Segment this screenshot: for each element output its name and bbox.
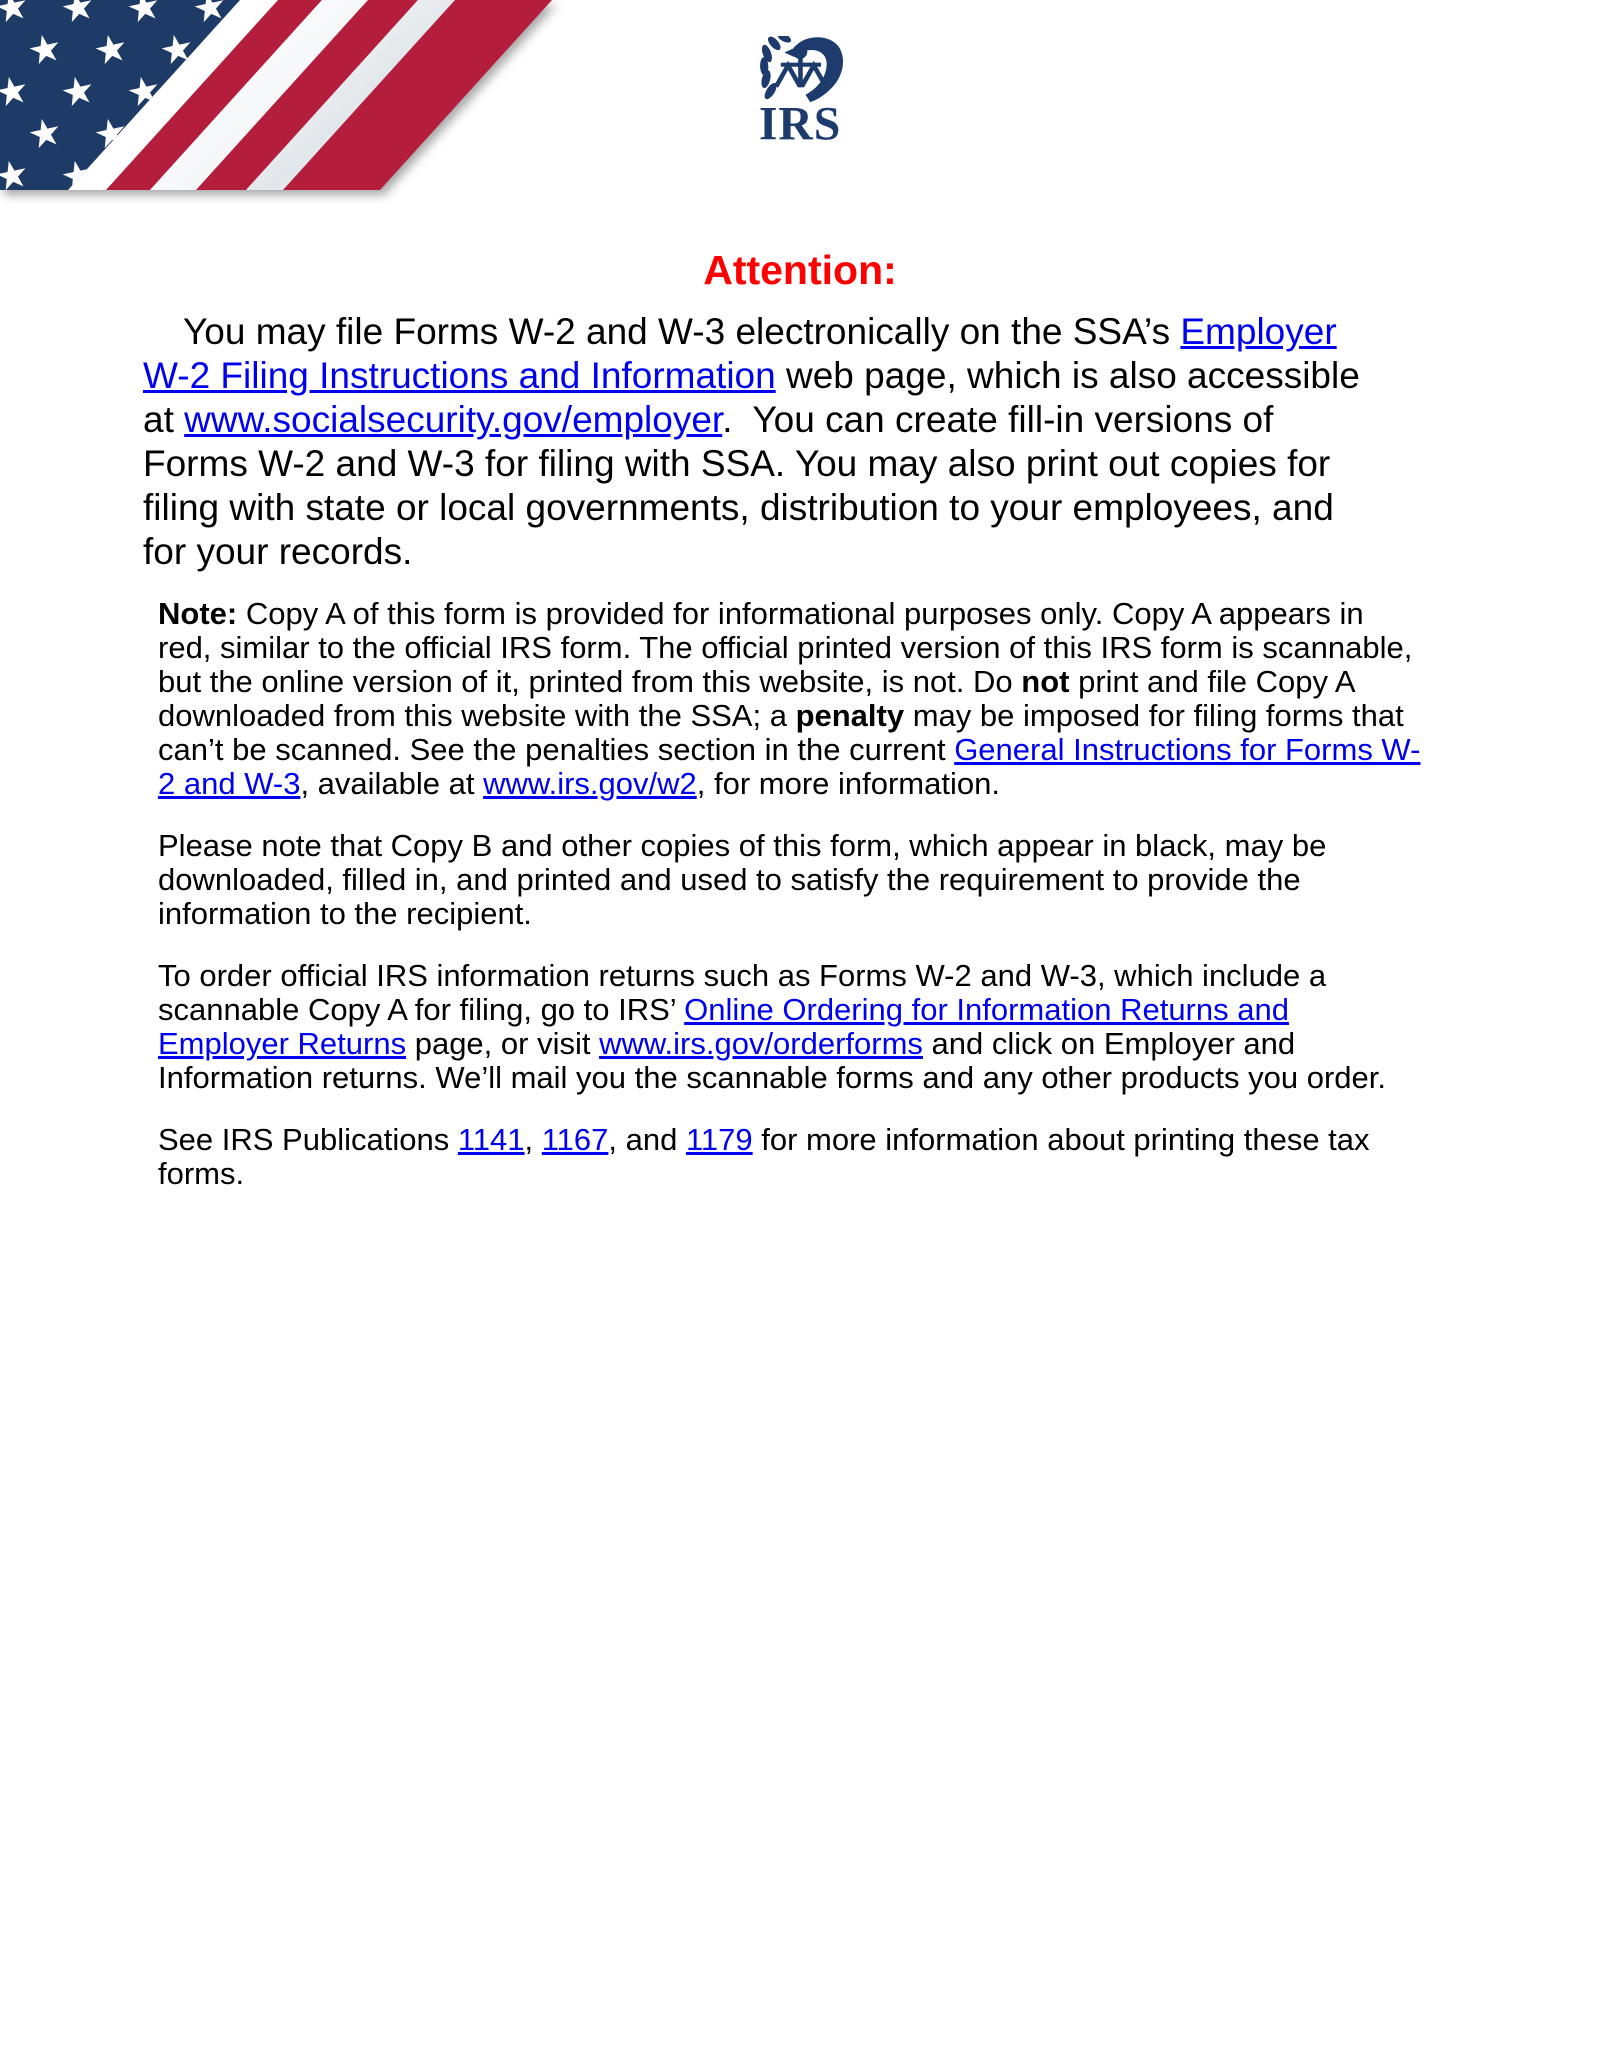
link-employer-w2-filing-page[interactable]: Employer W-2 Filing Instructions and Information <box>143 311 1337 396</box>
text-run: web page, which is also accessible at <box>143 355 1360 440</box>
link-pub-1167[interactable]: 1167 <box>541 1122 609 1157</box>
link-online-ordering[interactable]: Online Ordering for Information Returns and Employer Returns <box>158 992 1289 1061</box>
document-body <box>0 310 1600 1191</box>
paragraph-note <box>158 597 1423 801</box>
link-pub-1179[interactable]: 1179 <box>685 1122 753 1157</box>
text-run: , and <box>608 1122 686 1157</box>
text-run: print and file Copy A downloaded from this website with the SSA; a <box>158 664 1354 733</box>
text-run: See IRS Publications <box>158 1122 458 1157</box>
text-run: . You can create fill-in versions of Forms W-2 and W-3 for filing with SSA. You may also print out copies for filing with state or local governments, distribution to your employees, and for your records. <box>143 399 1334 572</box>
text-run: penalty <box>795 698 905 733</box>
irs-eagle-logo-icon <box>754 36 846 148</box>
attention-heading: Attention: <box>703 247 897 293</box>
text-run: , for more information. <box>696 766 1000 801</box>
link-general-instructions-w2-w3[interactable]: General Instructions for Forms W-2 and W-3 <box>158 732 1421 801</box>
paragraph-copy-b <box>158 829 1423 931</box>
link-irs-gov-orderforms[interactable]: www.irs.gov/orderforms <box>599 1026 923 1061</box>
text-run: Copy A of this form is provided for informational purposes only. Copy A appears in red, similar to the official IRS form. The official printed version of this IRS form is scannable, but the online version of it, printed from this website, is not. Do <box>158 596 1413 699</box>
text-run: not <box>1021 664 1070 699</box>
text-run: and click on Employer and Information returns. We’ll mail you the scannable forms and any other products you order. <box>158 1026 1386 1095</box>
link-pub-1141[interactable]: 1141 <box>457 1122 525 1157</box>
paragraph-intro <box>143 310 1378 574</box>
text-run: page, or visit <box>406 1026 600 1061</box>
page-header <box>0 0 1600 190</box>
link-irs-gov-w2[interactable]: www.irs.gov/w2 <box>483 766 697 801</box>
text-run: To order official IRS information returns such as Forms W-2 and W-3, which include a scannable Copy A for filing, go to IRS’ <box>158 958 1327 1027</box>
text-run: , available at <box>300 766 484 801</box>
text-run: for more information about printing these tax forms. <box>158 1122 1370 1191</box>
irs-logo <box>0 36 1600 148</box>
text-run: You may file Forms W-2 and W-3 electronically on the SSA’s <box>183 311 1181 352</box>
paragraph-publications <box>158 1123 1423 1191</box>
irs-logo-text: IRS <box>758 97 842 148</box>
text-run: Note: <box>158 596 238 631</box>
paragraph-order-forms <box>158 959 1423 1095</box>
link-socialsecurity-gov-employer[interactable]: www.socialsecurity.gov/employer <box>184 399 723 440</box>
text-run: , <box>524 1122 542 1157</box>
text-run: may be imposed for filing forms that can’t be scanned. See the penalties section in the current <box>158 698 1404 767</box>
text-run: Please note that Copy B and other copies of this form, which appear in black, may be downloaded, filled in, and printed and used to satisfy the requirement to provide the information to the recipient. <box>158 828 1327 931</box>
